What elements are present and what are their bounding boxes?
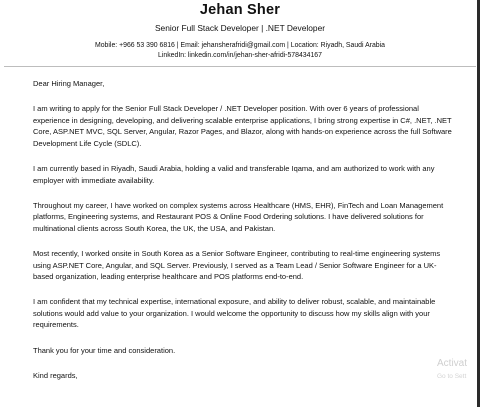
salutation: Dear Hiring Manager, [33,79,105,88]
header-divider [4,66,476,67]
paragraph-experience: Throughout my career, I have worked on complex systems across Healthcare (HMS, EHR), FinTech and Loan Management platforms, Engineering systems, and Restaurant POS & Online Food Ordering solutions. I have delivered solutions for multinational clients across South Korea, the UK, the USA, and Pakistan. [33,200,444,233]
paragraph-value: I am confident that my technical expertise, international exposure, and ability to deliver robust, scalable, and maintainable solutions would add value to your organization. I would welcome the opportunity to discuss how my skills align with your requirements. [33,297,436,330]
paragraph-thanks: Thank you for your time and consideration. [33,345,176,355]
closing: Kind regards, [33,370,78,380]
watermark-line1: Activat [437,358,468,369]
contact-info [0,41,480,60]
letter-body [33,78,453,395]
applicant-role: Senior Full Stack Developer | .NET Developer [154,23,326,33]
paragraph-intro: I am writing to apply for the Senior Full Stack Developer / .NET Developer position. With over 6 years of professional experience in designing, developing, and delivering scalable enterprise applications, I bring strong expertise in C#, .NET, .NET Core, ASP.NET MVC, SQL Server, Angular, Razor Pages, and Blazor, along with hands-on experience across the full Software Development Life Cycle (SDLC). [33,104,452,148]
contact-details: Mobile: +966 53 390 6816 | Email: jehansherafridi@gmail.com | Location: Riyadh, Saudi Arabia [94,42,385,49]
paragraph-recent-role: Most recently, I worked onsite in South Korea as a Senior Software Engineer, contributing to real-time engineering systems using ASP.NET Core, Angular, and SQL Server. Previously, I served as a Team Lead / Senior Software Engineer for a UK-based organization, leading enterprise healthcare and POS platforms end-to-end. [33,248,441,282]
linkedin-link[interactable]: LinkedIn: linkedin.com/in/jehan-sher-afridi-578434167 [158,51,322,59]
paragraph-location: I am currently based in Riyadh, Saudi Arabia, holding a valid and transferable Iqama, and am authorized to work with any employer with immediate availability. [33,163,435,185]
applicant-name: Jehan Sher [199,2,281,18]
activation-watermark [437,357,467,383]
watermark-line2: Go to Sett [437,373,467,380]
